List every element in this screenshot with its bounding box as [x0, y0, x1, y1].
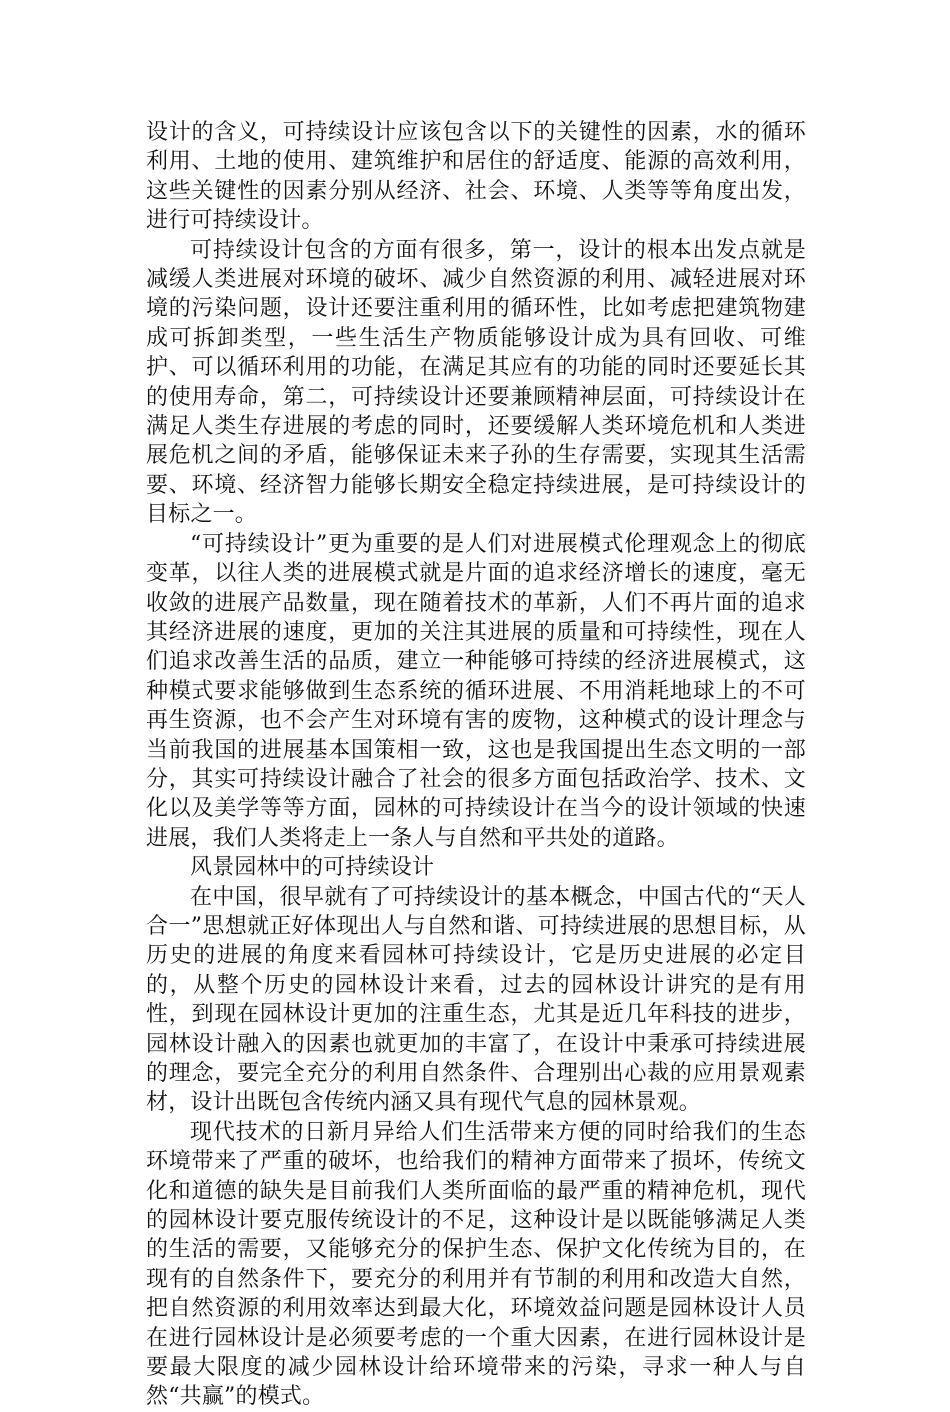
paragraph: “可持续设计”更为重要的是人们对进展模式伦理观念上的彻底变革，以往人类的进展模式就是片面的追求经济增长的速度，毫无收敛的进展产品数量，现在随着技术的革新，人们不再片面的追求其经济进展的速度，更加的关注其进展的质量和可持续性，现在人们追求改善生活的品质，建立一种能够可持续的经济进展模式，这种模式要求能够做到生态系统的循环进展、不用消耗地球上的不可再生资源，也不会产生对环境有害的废物，这种模式的设计理念与当前我国的进展基本国策相一致，这也是我国提出生态文明的一部分，其实可持续设计融合了社会的很多方面包括政治学、技术、文化以及美学等等方面，园林的可持续设计在当今的设计领域的快速进展，我们人类将走上一条人与自然和平共处的道路。 [146, 531, 806, 851]
paragraph: 现代技术的日新月异给人们生活带来方便的同时给我们的生态环境带来了严重的破坏，也给我们的精神方面带来了损坏，传统文化和道德的缺失是目前我们人类所面临的最严重的精神危机，现代的园林设计要克服传统设计的不足，这种设计是以既能够满足人类的生活的需要，又能够充分的保护生态、保护文化传统为目的，在现有的自然条件下，要充分的利用并有节制的利用和改造大自然，把自然资源的利用效率达到最大化，环境效益问题是园林设计人员在进行园林设计是必须要考虑的一个重大因素，在进行园林设计是要最大限度的减少园林设计给环境带来的污染，寻求一种人与自然“共赢”的模式。 [146, 1119, 806, 1410]
paragraph: 可持续设计包含的方面有很多，第一，设计的根本出发点就是减缓人类进展对环境的破坏、减少自然资源的利用、减轻进展对环境的污染问题，设计还要注重利用的循环性，比如考虑把建筑物建成可拆卸类型，一些生活生产物质能够设计成为具有回收、可维护、可以循环利用的功能，在满足其应有的功能的同时还要延长其的使用寿命，第二，可持续设计还要兼顾精神层面，可持续设计在满足人类生存进展的考虑的同时，还要缓解人类环境危机和人类进展危机之间的矛盾，能够保证未来子孙的生存需要，实现其生活需要、环境、经济智力能够长期安全稳定持续进展，是可持续设计的目标之一。 [146, 237, 806, 528]
paragraph-continued: 设计的含义，可持续设计应该包含以下的关键性的因素，水的循环利用、土地的使用、建筑维护和居住的舒适度、能源的高效利用，这些关键性的因素分别从经济、社会、环境、人类等等角度出发，进行可持续设计。 [146, 120, 806, 234]
section-heading: 风景园林中的可持续设计 [190, 855, 435, 881]
paragraph: 在中国，很早就有了可持续设计的基本概念，中国古代的“天人合一”思想就正好体现出人与自然和谐、可持续进展的思想目标，从历史的进展的角度来看园林可持续设计，它是历史进展的必定目的，从整个历史的园林设计来看，过去的园林设计讲究的是有用性，到现在园林设计更加的注重生态，尤其是近几年科技的进步，园林设计融入的因素也就更加的丰富了，在设计中秉承可持续进展的理念，要完全充分的利用自然条件、合理别出心裁的应用景观素材，设计出既包含传统内涵又具有现代气息的园林景观。 [146, 884, 806, 1116]
document-body [146, 118, 806, 1412]
